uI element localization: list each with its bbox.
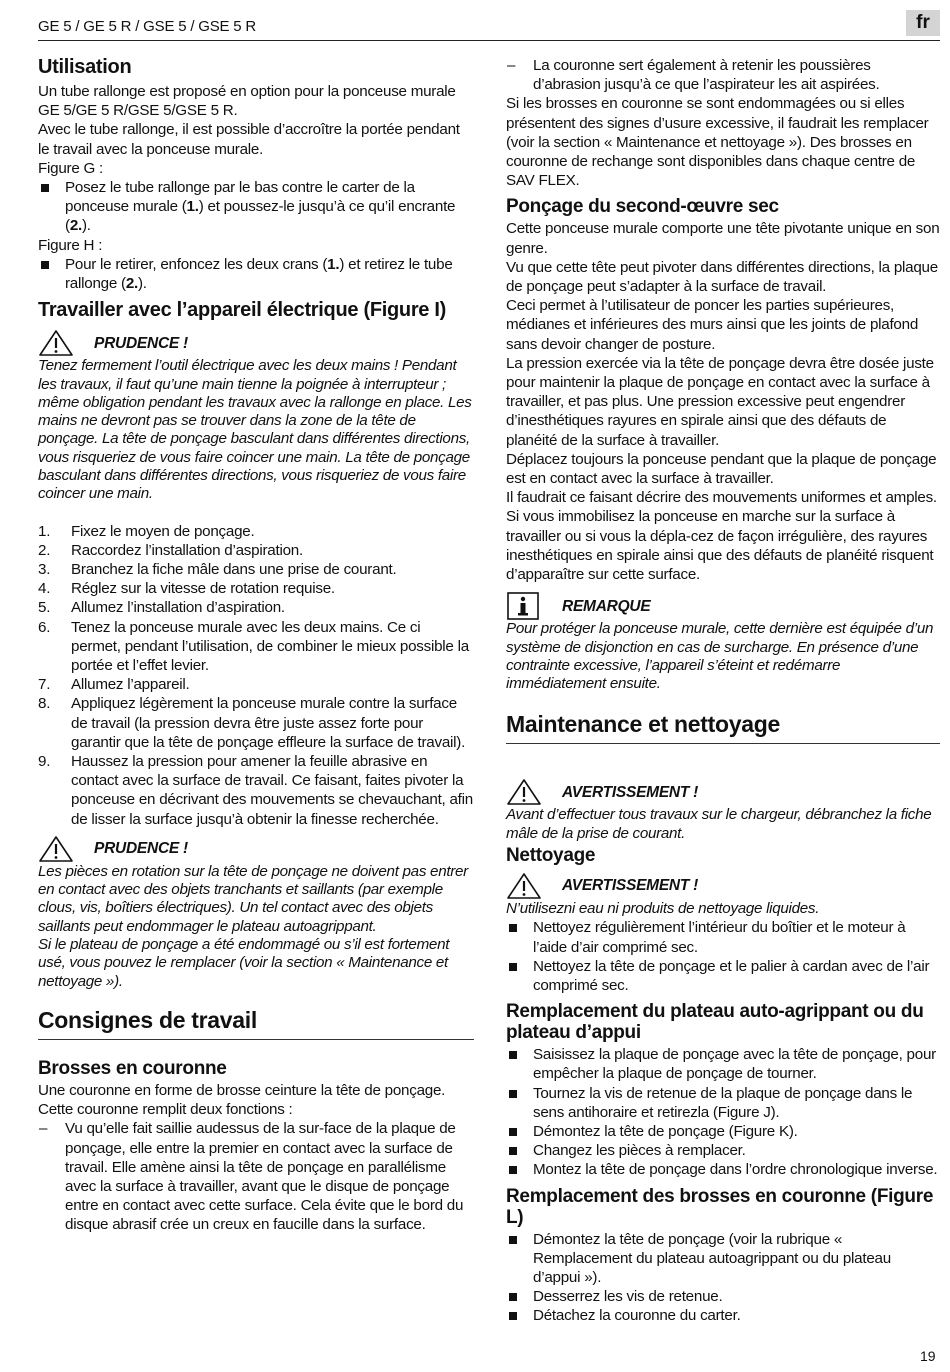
list-item: Tournez la vis de retenue de la plaque de ponçage dans le sens antihoraire et retirezla (Figure J). bbox=[506, 1084, 940, 1122]
subsection-title-remplacement: Remplacement du plateau auto-agrippant ou du plateau d’appui bbox=[506, 1001, 924, 1044]
caution-label: PRUDENCE ! bbox=[94, 334, 188, 352]
bullet-list bbox=[38, 178, 474, 236]
list-item: Démontez la tête de ponçage (voir la rubrique « Remplacement du plateau autoagrippant ou du plateau d’appui »). bbox=[506, 1230, 940, 1288]
paragraph: Un tube rallonge est proposé en option pour la ponceuse murale GE 5/GE 5 R/GSE 5/GSE 5 R. bbox=[38, 83, 456, 120]
section-title-maintenance: Maintenance et nettoyage bbox=[506, 711, 940, 744]
caution-notice bbox=[38, 329, 474, 503]
step-number: 2. bbox=[38, 541, 51, 559]
step-item bbox=[38, 598, 474, 617]
paragraph: Avec le tube rallonge, il est possible d’accroître la portée pendant le travail avec la ponceuse murale. bbox=[38, 121, 460, 158]
caution-text: Les pièces en rotation sur la tête de ponçage ne doivent pas entrer en contact avec des objets tranchants et saillants (par exemple clous, vis, boîtiers électriques). Un tel contact avec des objets saillants peut endommager le plateau autoagrippant. bbox=[38, 862, 468, 935]
numbered-steps bbox=[38, 522, 474, 829]
step-text: Haussez la pression pour amener la feuille abrasive en contact avec la surface de travail. Ce faisant, faites pivoter la ponceuse en décrivant des mouvements se chevauchant, afin de lisser la surface jusqu’à obtenir la finesse recherchée. bbox=[71, 753, 473, 828]
step-item bbox=[38, 675, 474, 694]
bullet-list bbox=[506, 1045, 940, 1179]
step-text: Branchez la fiche mâle dans une prise de courant. bbox=[71, 561, 397, 579]
list-item: Détachez la couronne du carter. bbox=[506, 1306, 940, 1325]
left-column bbox=[38, 52, 474, 1235]
warning-triangle-icon bbox=[38, 835, 74, 863]
dash-list bbox=[38, 1119, 474, 1234]
paragraph: Si vous immobilisez la ponceuse en marche sur la surface à travailler ou si vous la dépla-cez de façon irrégulière, des rayures inesthétiques en spirale ainsi que des défauts de planéité risquent d’apparaître sur cette surface. bbox=[506, 508, 934, 584]
paragraph: La pression exercée via la tête de ponçage devra être dosée juste pour maintenir la plaque de ponçage en contact avec la surface à travailler, et pas plus. Une pression excessive peut engendrer d’inesthétiques rayures en spirale ainsi que des défauts de planéité de la surface à travailler. bbox=[506, 354, 934, 449]
section-title-utilisation: Utilisation bbox=[38, 56, 132, 78]
list-item: Nettoyez régulièrement l’intérieur du boîtier et le moteur à l’aide d’air comprimé sec. bbox=[506, 918, 940, 956]
bullet-list bbox=[506, 1230, 940, 1326]
warning-triangle-icon bbox=[506, 778, 542, 806]
note-text: Pour protéger la ponceuse murale, cette dernière est équipée d’un système de disjonction en cas de surcharge. En présence d’une contrainte excessive, l’appareil s’éteint et redémarre immédiatement ensuite. bbox=[506, 620, 934, 693]
warning-text: N’utilisezni eau ni produits de nettoyage liquides. bbox=[506, 900, 820, 918]
step-text: Appliquez légèrement la ponceuse murale contre la surface de travail (la pression devra être juste assez forte pour garantir que la tête de ponçage effleure la surface de travail). bbox=[71, 695, 466, 751]
list-item: Posez le tube rallonge par le bas contre le carter de la ponceuse murale (1.) et poussez-le jusqu’à ce qu’il encrante (2.). bbox=[38, 178, 474, 236]
header-title: GE 5 / GE 5 R / GSE 5 / GSE 5 R bbox=[38, 18, 257, 35]
figure-label: Figure H : bbox=[38, 236, 103, 254]
step-number: 7. bbox=[38, 676, 51, 694]
step-number: 5. bbox=[38, 599, 51, 617]
subsection-title-brosses-remplacement: Remplacement des brosses en couronne (Figure L) bbox=[506, 1185, 934, 1228]
section-title-consignes: Consignes de travail bbox=[38, 1007, 474, 1040]
list-item: Nettoyez la tête de ponçage et le palier à cardan avec de l’air comprimé sec. bbox=[506, 957, 940, 995]
info-icon bbox=[506, 592, 542, 620]
caution-label: PRUDENCE ! bbox=[94, 840, 188, 858]
step-number: 9. bbox=[38, 753, 51, 771]
list-item: – La couronne sert également à retenir les poussières d’abrasion jusqu’à ce que l’aspirateur les ait aspirées. bbox=[506, 56, 940, 94]
section-title-travailler: Travailler avec l’appareil électrique (Figure I) bbox=[38, 299, 447, 322]
paragraph: Cette ponceuse murale comporte une tête pivotante unique en son genre. bbox=[506, 220, 940, 257]
bullet-list bbox=[506, 918, 940, 995]
step-number: 1. bbox=[38, 522, 51, 540]
paragraph: Il faudrait ce faisant décrire des mouvements uniformes et amples. bbox=[506, 489, 937, 507]
list-item: Saisissez la plaque de ponçage avec la tête de ponçage, pour empêcher la plaque de ponçage de tourner. bbox=[506, 1045, 940, 1083]
right-column bbox=[506, 56, 940, 1326]
warning-notice bbox=[506, 872, 940, 918]
warning-triangle-icon bbox=[506, 872, 542, 900]
caution-text: Si le plateau de ponçage a été endommagé ou s’il est fortement usé, vous pouvez le remplacer (voir la section « Maintenance et nettoyage »). bbox=[38, 936, 450, 990]
caution-text: Tenez fermement l’outil électrique avec les deux mains ! Pendant les travaux, il faut qu’une main tienne la poignée à interrupteur ; même obligation pendant les travaux avec la rallonge en place. Les mains ne devront pas se trouver dans la zone de la tête de ponçage. La tête de ponçage basculant dans différentes directions, vous risqueriez de vous faire coincer une main. La tête de ponçage basculant dans différentes directions, vous risqueriez de vous faire coincer une main. bbox=[38, 357, 472, 503]
step-text: Allumez l’appareil. bbox=[71, 676, 190, 694]
step-item bbox=[38, 752, 474, 829]
paragraph: Vu que cette tête peut pivoter dans différentes directions, la plaque de ponçage peut s’adapter à la surface de travail. bbox=[506, 258, 938, 296]
step-text: Fixez le moyen de ponçage. bbox=[71, 522, 255, 540]
language-badge: fr bbox=[906, 10, 940, 36]
page-header bbox=[38, 14, 940, 41]
paragraph: Déplacez toujours la ponceuse pendant que la plaque de ponçage est en contact avec la surface à travailler. bbox=[506, 450, 937, 488]
paragraph: Cette couronne remplit deux fonctions : bbox=[38, 1101, 293, 1119]
paragraph: Si les brosses en couronne se sont endommagées ou si elles présentent des signes d’usure excessive, il faudrait les remplacer (voir la section « Maintenance et nettoyage »). Des brosses en couronne de rechange sont disponibles dans chaque centre de SAV FLEX. bbox=[506, 95, 929, 190]
step-text: Allumez l’installation d’aspiration. bbox=[71, 599, 285, 617]
step-number: 3. bbox=[38, 561, 51, 579]
step-item bbox=[38, 579, 474, 598]
list-item: Démontez la tête de ponçage (Figure K). bbox=[506, 1122, 940, 1141]
warning-text: Avant d’effectuer tous travaux sur le chargeur, débranchez la fiche mâle de la prise de courant. bbox=[506, 806, 932, 842]
step-item bbox=[38, 541, 474, 560]
subsection-title-brosses: Brosses en couronne bbox=[38, 1057, 227, 1079]
step-item bbox=[38, 694, 474, 752]
paragraph: Une couronne en forme de brosse ceinture la tête de ponçage. bbox=[38, 1081, 446, 1099]
paragraph: Ceci permet à l’utilisateur de poncer les parties supérieures, médianes et inférieures des murs ainsi que les joints de plafond sans devoir changer de posture. bbox=[506, 297, 919, 353]
list-item: Pour le retirer, enfoncez les deux crans (1.) et retirez le tube rallonge (2.). bbox=[38, 255, 474, 293]
step-text: Tenez la ponceuse murale avec les deux mains. Ce ci permet, pendant l’utilisation, de combiner le mieux possible la portée et l’effet levier. bbox=[71, 618, 469, 675]
bullet-list bbox=[38, 255, 474, 293]
list-item: – Vu qu’elle fait saillie audessus de la sur-face de la plaque de ponçage, elle entre la premier en contact avec la surface de travail. Elle amène ainsi la tête de ponçage en parallélisme avec la surface à travailler, avant que le disque de ponçage entre en contact avec cette surface. Cela évite que le bord du disque abrasif crée un creux en faucille dans la surface. bbox=[38, 1119, 474, 1234]
warning-label: AVERTISSEMENT ! bbox=[562, 783, 699, 801]
step-text: Réglez sur la vitesse de rotation requise. bbox=[71, 580, 335, 598]
step-item bbox=[38, 522, 474, 541]
step-number: 4. bbox=[38, 580, 51, 598]
figure-label: Figure G : bbox=[38, 159, 104, 177]
page-number: 19 bbox=[920, 1348, 936, 1364]
step-text: Raccordez l’installation d’aspiration. bbox=[71, 541, 303, 559]
note-notice bbox=[506, 592, 940, 693]
subsection-title-poncage: Ponçage du second-œuvre sec bbox=[506, 196, 779, 218]
warning-label: AVERTISSEMENT ! bbox=[562, 877, 699, 895]
step-number: 6. bbox=[38, 618, 51, 636]
list-item: Montez la tête de ponçage dans l’ordre chronologique inverse. bbox=[506, 1160, 940, 1179]
list-item: Desserrez les vis de retenue. bbox=[506, 1287, 940, 1306]
warning-triangle-icon bbox=[38, 329, 74, 357]
list-item: Changez les pièces à remplacer. bbox=[506, 1141, 940, 1160]
step-number: 8. bbox=[38, 695, 51, 713]
step-item bbox=[38, 560, 474, 579]
caution-notice bbox=[38, 835, 474, 991]
dash-list bbox=[506, 56, 940, 94]
warning-notice bbox=[506, 778, 940, 843]
subsection-title-nettoyage: Nettoyage bbox=[506, 845, 596, 867]
step-item bbox=[38, 618, 474, 676]
note-label: REMARQUE bbox=[562, 597, 651, 615]
